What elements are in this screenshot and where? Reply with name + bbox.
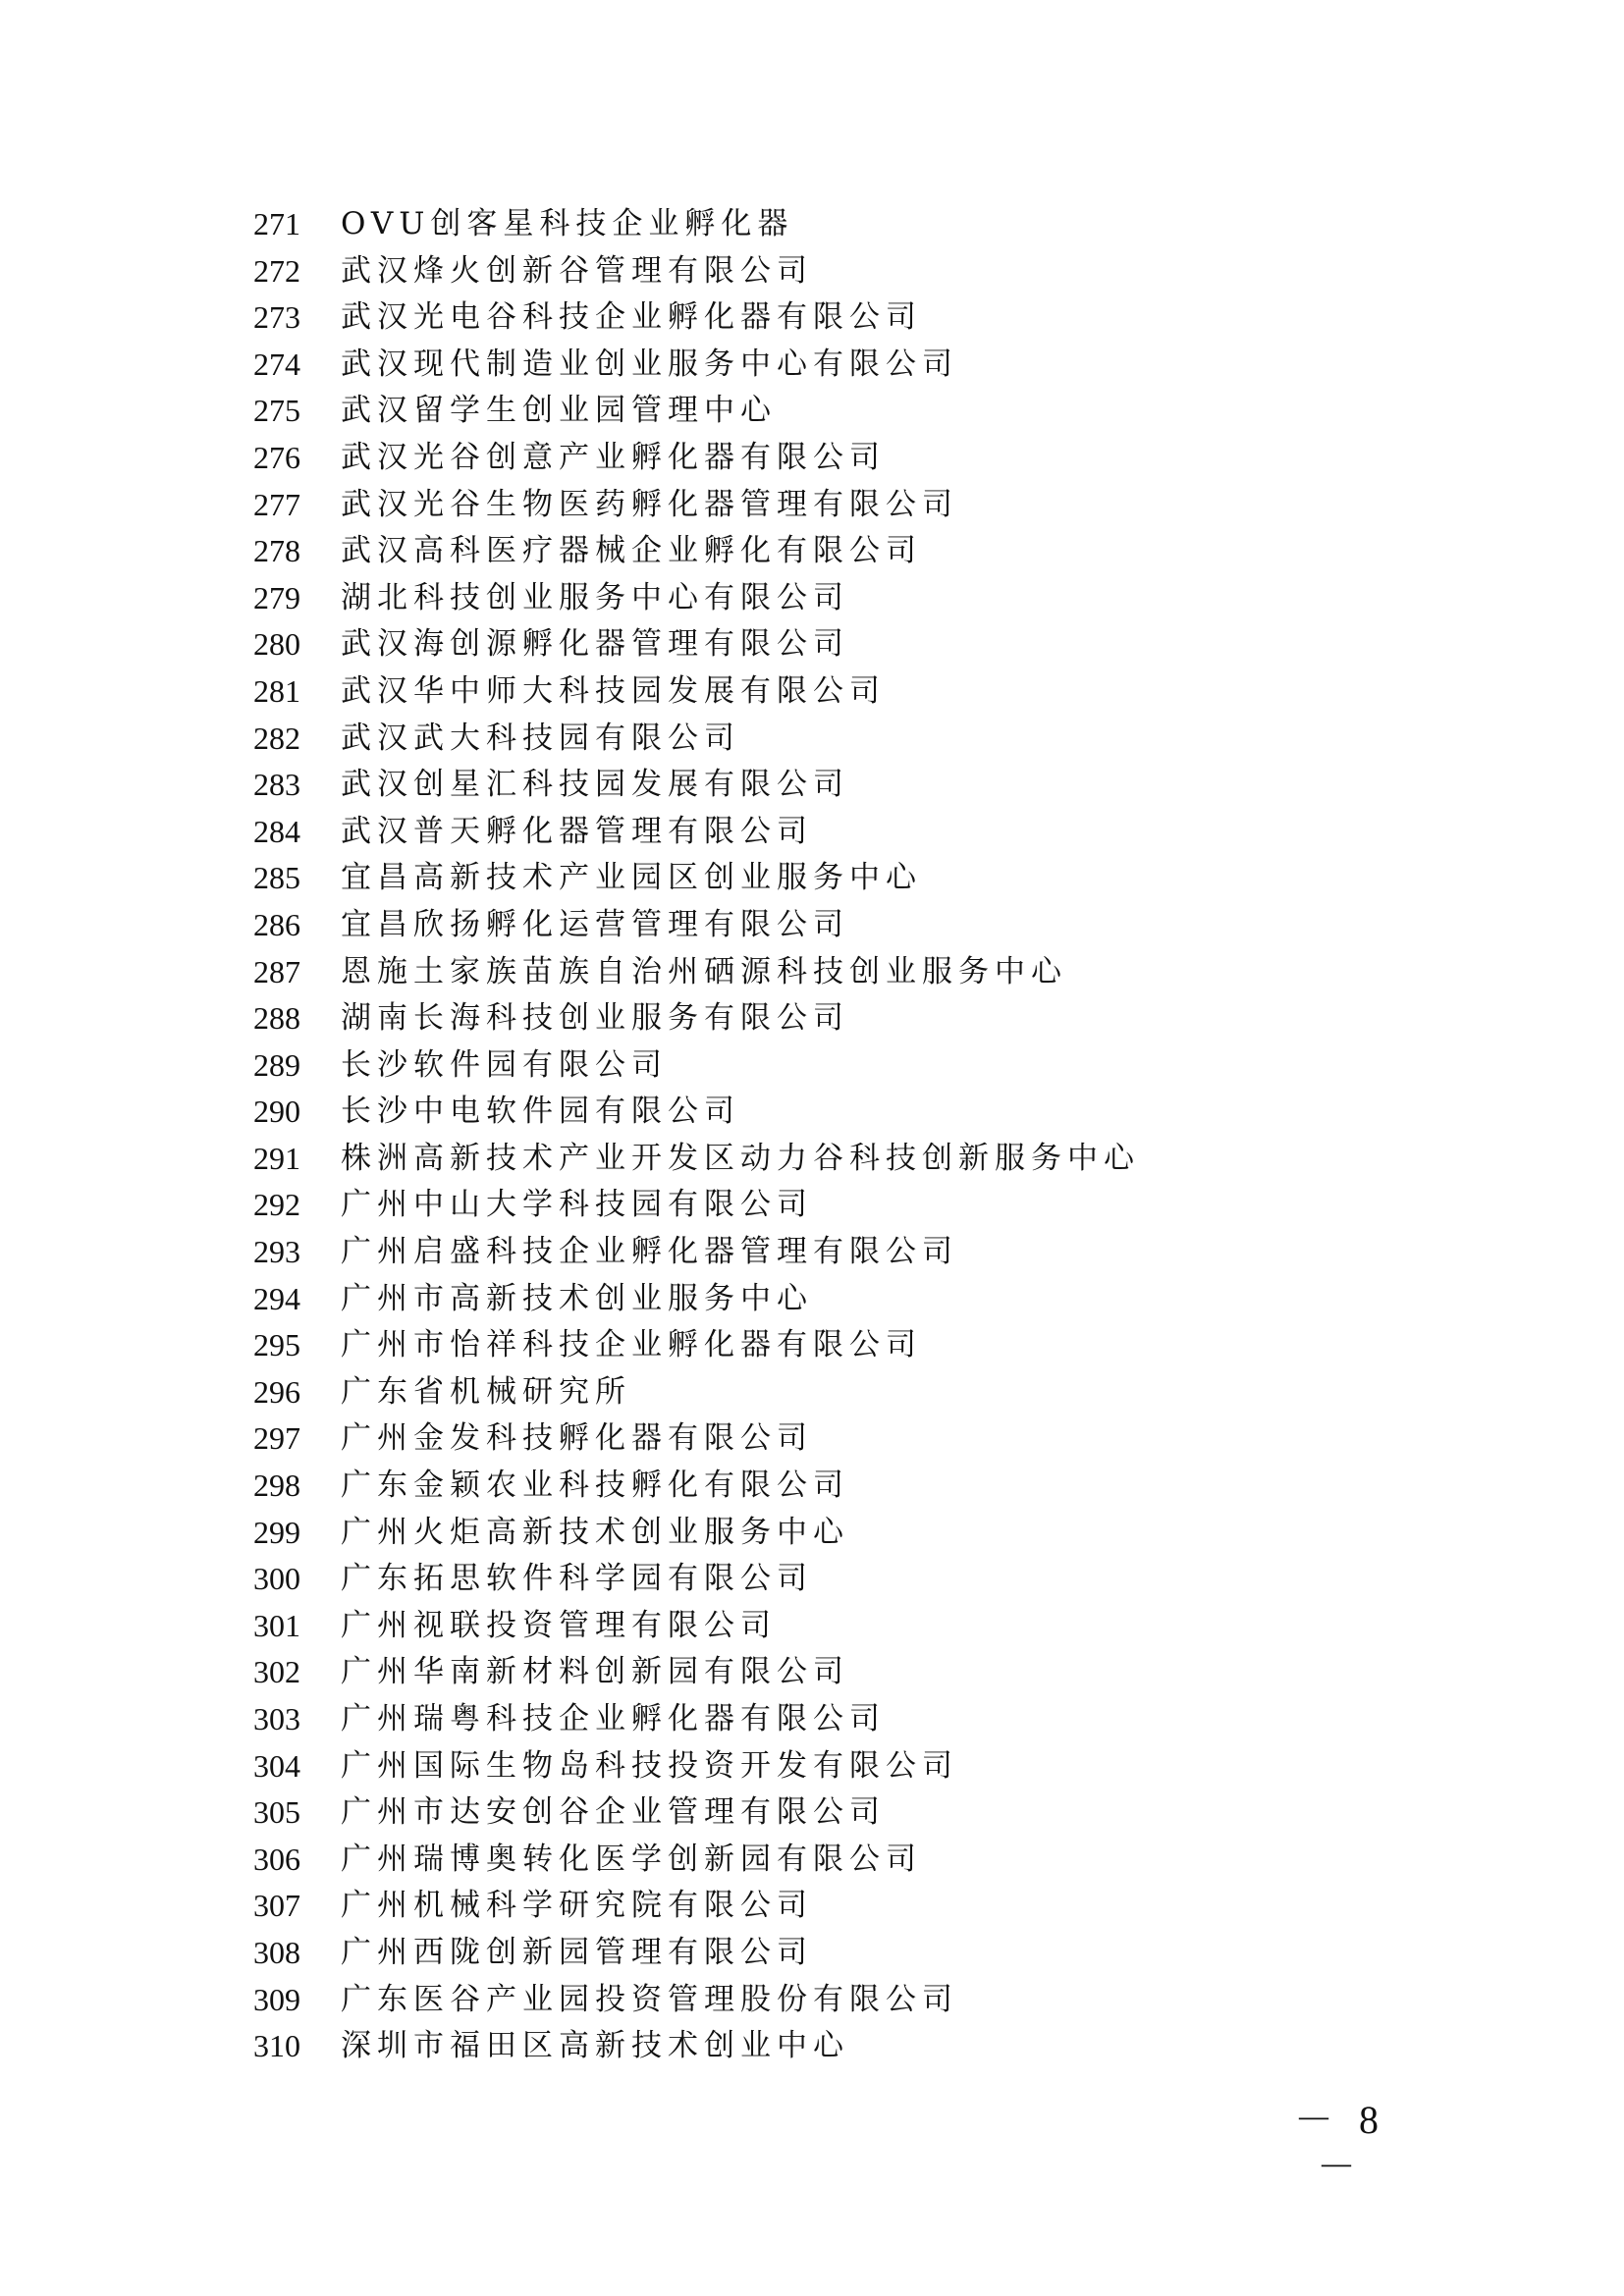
list-item xyxy=(0,201,1624,248)
list-item xyxy=(0,1696,1624,1743)
list-item xyxy=(0,1136,1624,1183)
list-item xyxy=(0,482,1624,529)
list-item xyxy=(0,995,1624,1042)
page-number: － 8 － xyxy=(1294,2098,1386,2189)
list-item xyxy=(0,809,1624,856)
list-item xyxy=(0,1369,1624,1416)
entry-number: 277 xyxy=(253,486,300,522)
entry-number: 308 xyxy=(253,1934,300,1970)
entry-number: 276 xyxy=(253,439,300,475)
entry-number: 287 xyxy=(253,953,300,989)
entry-name: 武汉高科医疗器械企业孵化有限公司 xyxy=(341,533,922,569)
entry-name: 恩施土家族苗族自治州硒源科技创业服务中心 xyxy=(341,953,1067,989)
entry-name: 长沙中电软件园有限公司 xyxy=(341,1094,740,1130)
list-item xyxy=(0,1089,1624,1136)
entry-number: 285 xyxy=(253,860,300,896)
entry-name: 深圳市福田区高新技术创业中心 xyxy=(341,2028,849,2064)
entry-name: 武汉华中师大科技园发展有限公司 xyxy=(341,672,886,709)
entry-number: 299 xyxy=(253,1514,300,1550)
list-item xyxy=(0,528,1624,575)
entry-name: 广东金颖农业科技孵化有限公司 xyxy=(341,1468,849,1504)
entry-name: 广州市高新技术创业服务中心 xyxy=(341,1280,813,1316)
entry-name: 武汉留学生创业园管理中心 xyxy=(341,393,777,429)
list-item xyxy=(0,1182,1624,1229)
list-item xyxy=(0,1930,1624,1977)
entry-number: 273 xyxy=(253,299,300,336)
entry-number: 294 xyxy=(253,1280,300,1316)
list-item xyxy=(0,762,1624,809)
entry-name: 广州西陇创新园管理有限公司 xyxy=(341,1934,813,1970)
list-item xyxy=(0,902,1624,949)
entry-name: 武汉创星汇科技园发展有限公司 xyxy=(341,767,849,803)
list-item xyxy=(0,1743,1624,1790)
entry-number: 289 xyxy=(253,1046,300,1083)
list-item xyxy=(0,1229,1624,1276)
entry-number: 302 xyxy=(253,1654,300,1690)
list-item xyxy=(0,1322,1624,1369)
entry-name: 武汉武大科技园有限公司 xyxy=(341,720,740,756)
entry-number: 280 xyxy=(253,626,300,663)
entry-number: 295 xyxy=(253,1327,300,1363)
entry-name: OVU创客星科技企业孵化器 xyxy=(341,206,794,241)
entry-number: 282 xyxy=(253,720,300,756)
entry-name: 广州市怡祥科技企业孵化器有限公司 xyxy=(341,1327,922,1363)
entry-name: 广州瑞粤科技企业孵化器有限公司 xyxy=(341,1701,886,1736)
entry-number: 281 xyxy=(253,672,300,709)
entry-name: 广东医谷产业园投资管理股份有限公司 xyxy=(341,1981,958,2017)
list-item xyxy=(0,1649,1624,1696)
entry-name: 宜昌高新技术产业园区创业服务中心 xyxy=(341,860,922,896)
entry-number: 307 xyxy=(253,1888,300,1924)
list-item xyxy=(0,1883,1624,1930)
entry-number: 303 xyxy=(253,1701,300,1736)
incubator-list xyxy=(0,201,1624,2070)
entry-number: 297 xyxy=(253,1420,300,1457)
entry-name: 武汉普天孵化器管理有限公司 xyxy=(341,813,813,849)
entry-number: 274 xyxy=(253,346,300,382)
entry-number: 272 xyxy=(253,252,300,289)
list-item xyxy=(0,2023,1624,2070)
entry-number: 271 xyxy=(253,206,300,241)
entry-name: 武汉光谷生物医药孵化器管理有限公司 xyxy=(341,486,958,522)
entry-number: 278 xyxy=(253,533,300,569)
entry-number: 279 xyxy=(253,579,300,615)
list-item xyxy=(0,1415,1624,1463)
entry-number: 288 xyxy=(253,1000,300,1037)
list-item xyxy=(0,1603,1624,1650)
entry-name: 广州瑞博奥转化医学创新园有限公司 xyxy=(341,1841,922,1877)
entry-name: 广州华南新材料创新园有限公司 xyxy=(341,1654,849,1690)
list-item xyxy=(0,248,1624,295)
list-item xyxy=(0,294,1624,342)
list-item xyxy=(0,342,1624,389)
entry-name: 武汉现代制造业创业服务中心有限公司 xyxy=(341,346,958,382)
list-item xyxy=(0,621,1624,668)
entry-name: 广东拓思软件科学园有限公司 xyxy=(341,1561,813,1597)
entry-number: 305 xyxy=(253,1794,300,1831)
entry-number: 292 xyxy=(253,1187,300,1223)
list-item xyxy=(0,1977,1624,2024)
entry-number: 290 xyxy=(253,1094,300,1130)
entry-name: 株洲高新技术产业开发区动力谷科技创新服务中心 xyxy=(341,1140,1140,1176)
entry-number: 304 xyxy=(253,1747,300,1784)
entry-name: 湖南长海科技创业服务有限公司 xyxy=(341,1000,849,1037)
list-item xyxy=(0,1789,1624,1837)
entry-number: 291 xyxy=(253,1140,300,1176)
list-item xyxy=(0,855,1624,902)
list-item xyxy=(0,949,1624,996)
entry-name: 广州中山大学科技园有限公司 xyxy=(341,1187,813,1223)
list-item xyxy=(0,1042,1624,1090)
entry-name: 武汉烽火创新谷管理有限公司 xyxy=(341,252,813,289)
entry-name: 长沙软件园有限公司 xyxy=(341,1046,668,1083)
entry-name: 武汉光谷创意产业孵化器有限公司 xyxy=(341,439,886,475)
entry-number: 298 xyxy=(253,1468,300,1504)
list-item xyxy=(0,1510,1624,1557)
entry-number: 275 xyxy=(253,393,300,429)
entry-name: 广州启盛科技企业孵化器管理有限公司 xyxy=(341,1234,958,1270)
list-item xyxy=(0,388,1624,435)
entry-number: 309 xyxy=(253,1981,300,2017)
list-item xyxy=(0,575,1624,622)
entry-name: 武汉海创源孵化器管理有限公司 xyxy=(341,626,849,663)
list-item xyxy=(0,1463,1624,1510)
list-item xyxy=(0,1556,1624,1603)
entry-name: 广州市达安创谷企业管理有限公司 xyxy=(341,1794,886,1831)
entry-number: 300 xyxy=(253,1561,300,1597)
entry-name: 广州机械科学研究院有限公司 xyxy=(341,1888,813,1924)
list-item xyxy=(0,716,1624,763)
entry-name: 广州金发科技孵化器有限公司 xyxy=(341,1420,813,1457)
entry-number: 310 xyxy=(253,2028,300,2064)
entry-name: 广东省机械研究所 xyxy=(341,1373,631,1410)
entry-name: 广州国际生物岛科技投资开发有限公司 xyxy=(341,1747,958,1784)
list-item xyxy=(0,1276,1624,1323)
entry-name: 宜昌欣扬孵化运营管理有限公司 xyxy=(341,906,849,942)
entry-name: 武汉光电谷科技企业孵化器有限公司 xyxy=(341,299,922,336)
entry-number: 296 xyxy=(253,1373,300,1410)
entry-name: 广州火炬高新技术创业服务中心 xyxy=(341,1514,849,1550)
entry-number: 293 xyxy=(253,1234,300,1270)
entry-number: 306 xyxy=(253,1841,300,1877)
list-item xyxy=(0,435,1624,482)
list-item xyxy=(0,668,1624,716)
entry-number: 283 xyxy=(253,767,300,803)
list-item xyxy=(0,1837,1624,1884)
entry-name: 湖北科技创业服务中心有限公司 xyxy=(341,579,849,615)
entry-name: 广州视联投资管理有限公司 xyxy=(341,1607,777,1643)
entry-number: 301 xyxy=(253,1607,300,1643)
entry-number: 286 xyxy=(253,906,300,942)
entry-number: 284 xyxy=(253,813,300,849)
